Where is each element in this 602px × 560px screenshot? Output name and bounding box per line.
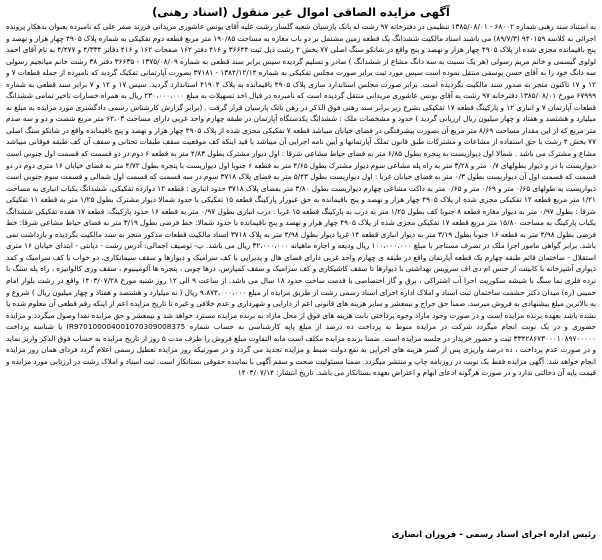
notice-title: آگهی مزایده الصاقی اموال غیر منقول (اسناد رهنی)	[152, 5, 450, 19]
notice-body: به استناد سند رهنی شماره ۶۸۰۰۲ - ۱۳۸۵/۰۸/۰۱ تنظیمی در دفترخانه ۹۷ رشت له بانک پارسیان شعبه گلسار رشت علیه آقای یونس عاشوری مریدانی فرزند صفر علی که نامبرده بعنوان بدهکار پرونده اجرائی به کلاسه ۹۴۰۱۵۹ (۸۹/۷/۳) می باشند اسناد مالکیت ششدانگ یک قطعه زمین مشتمل بر دو باب مغازه به مساحت ۱۹۰/۸۵ متر مربع قطعه دوم تفکیکی به شماره پلاک ۴۹۰۵ چهار هزار و نهصد و پنج باقیمانده مجزی شده از پلاک ۴۹۰۵ چهار هزار و نهصد و پنج واقع در شانکو سنگ اصلی ۷۷ بخش ۴ رشت ذیل ثبت ۳۶۶۴۴ و ۴۱۶ دفتر ۱۶۲ صفحات ۱۶۲ و ۴۱۶ دفاتر ۴/۳۳۴ و ۴/۴۷۷ به نام آقای احمد لولوی گیسمی و خانم مریم رسولی (هر یک نسبت به سه دانگ مشاع از ششدانگ ) صادر و تسلیم گردیده سپس برابر سند قطعی به شماره ۱۳۷۵/۰۸/۰۹ - ۳۶۶۳۵ دفتر ۳۸ رشت خانم میانجیم رسولی سه دانگ خود را به آقای حسن یوسفی منتقل نموده است سپس مورد ثبت برابر صورت مجلس تفکیکی به شماره ۱۳۸۴/۱۲/۱۴ - ۳۷۱۸۱ بصورت آپارتمانی تفکیک گردید که نامبرده از جمله قطعات ۷ و ۱۲ و ۱۷ تاکنون منجر به صدور سند مالکیت نگردیده است. برابر صورت مجلس استاندارد سازی پلاک ۴۹۰۵ باقیمانده به پلاک ۴۱۹۰۴ استاندارد گردید. سپس ۱۷ و ۱۲ و ۷ برابر سند قطعی به شماره ۶۷۹۹۹ مورخ ۱۳۸۵/۰۸/۰۱ دفترخانه ۹۷ رشت به آقای یونس عاشوری مریدانی منتقل گردیده است که نامبرده در قبال اخذ تسهیلات به مبلغ ۲۳۰،۰۰۰،۰۰۰ ریال به همراه خسارات تاخیر تمامی ششدانگ قطعات آپارتمان ۷ و انباری ۱۲ و پارکینگ قطعه ۱۷ تفکیکی بشرح زیر برابر سند رهنی فوق الذکر در رهن بانک پارسیان قرار گرفت . (برابر گزارش کارشناس رسمی دادگستری مورد مزایده به مبلغ نه میلیارد و هشتصد و هفتاد و چهار میلیون ریال ارزیابی گردید ) حدود و مشخصات ملک : ششدانگ یکدستگاه آپارتمان در طبقه چهارم واحد غربی دارای مساحت ۶۲،۰۳ متر مربع شصت و دو و سه صدم متر مربع که از این مقدار مساحت ۸/۶۹ متر مربع آن بصورت پیشرفتگی در فضای خیابان میباشد قطعه ۷ تفکیکی مجزی شده از پلاک ۴۹۰۵ چهار هزار و نهصد و پنج باقیمانده واقع در شانکو سنگ اصلی ۷۷ بخش ۴ رشت با حق استفاده از مشاعات و مشترکات طبق قانون تملک آپارتمانها و آیین نامه اجرایی آن میباشد با قید اینکه کف موقعیت سقف طبقات تحتانی و سقف آن کف طبقه فوقانی میباشد مشاع و مشترک می باشد . شمالا اول دیواریست به پنجره بطول ۶/۸۵ متر به فضای حیاط مشاعی شرقا : اول دیوار مشترک بطول ۴/۸۳ متر به قطعه ۶ دوم در دو قسمت که قسمت اول جنوبی است دیواریست با در و دیوار بطولهای ۰/۷ متر و ۳/۲۸ متر به راه پله مشاعی سوم دیوار مشترک بطول ۴/۶۵ متر به قطعه ۶ جنوبا اول دیواریست با پنجره بطول ۴/۷۲ متر به فضای خیابان ۱۶ متری دوم در دو قسمت که قسمت اول آن دیواریست بطول ۰/۳ متر به فضای خیابان غربا : اول دیواریست بطول ۵/۴۳ متر به فضای پلاک ۳۷۱۸ سوم در سه قسمت که قسمت اول شمالی و قسمت سوم جنوبی است دیواریست به طولهای ۰/۶۵ متر و ۰/۶۹ متر و ۰/۶۵ متر به داکت مشاعی چهارم دیواریست بطول ۳/۸۰ متر بفضای پلاک ۳۷۱۸ حدود انباری : قطعه ۱۲ دوازده تفکیکی، ششدانگ یکباب انباری به مساحت ۱/۲۱ متر مربع قطعه ۱۲ تفکیکی مجزی شده از پلاک ۴۹۰۵ چهار هزار و نهصد و پنج باقیمانده به حق عبورار پارکینگ قطعه ۱۵ تفکیکی با حدود شمالا دیوار مشترک بطول ۱/۲۵ متر به قطعه ۱۱ تفکیکی شرقا : بطول ۰/۹۷ متر به دیوار مغازه قطعه ۸ جنوبا کف بطول ۱/۲۵ متر به درب به پارکینگ قطعه ۱۵ غربا : درب انباری بطول ۰/۹۷ متر به قطعه ۱۶ حدود پارکینگ: قطعه ۱۷ هفده تفکیکی ششدانگ یکباب پارکینگ به مساحت ۱۵/۸۰ متر مربع قطعه ۱۷ تفکیکی مجزی شده از پلاک ۴۹۰۵ چهار هزار و نهصد و پنج باقیمانده با حدود شمالا: خط فرضی بطول ۳/۱۹ متر به فضای حیاط مشاعی شرقا: خط فرضی بطول ۴/۹۸ متر به قطعه ۱۶ جنوبا بطول ۳/۱۹ متر به دیوار انباری قطعه ۱۴ غربا دیوار بطول ۴/۹۸ متر به پلاک ۳۷۱۸ اسناد مالکیت قطعات مذکور منجر به سند مالکیت نگردیده و بازداشت نمی باشد. برابر گواهی مامور اجرا ملک در تصرف مستاجر با مبلغ ۱۰۰،۰۰۰،۰۰۰ ریال ودیعه و اجاره ماهیانه ۳۲،۰۰۰،۰۰۰ ریال می باشد. پ- توصیف اجمالی: آدرس رشت - دیانتی - ابتدای خیابان ۱۶ متری استقلال - ساختمان قائم طبقه چهارم یک قطعه آپارتمان واقع در طبقه ی چهارم واحد غربی دارای فضای هال و پذیرایی با کف سرامیک و دیوارها و سقف سیمانکاری، دو خواب با کف سرامیک و کمد دیواری آشپزخانه با کابینت از جنس ام دی اف سرویس بهداشتی با دیوارها تا سقف کاشیکاری و کف سرامیک و سقف کمپارس، درها چوبی ، پنجره ها آلومینیوم ، سقف وری کالوانیزه ، راه پله سنگ با نرده فلزی نما سنگ با شیشه سکوریت اجرا آب اشتراکی ، برق و گاز اختصاصی با قدمت ساخت حدود ۱۸ سال می باشد. از ساعت ۹ الی ۱۲ روز شنبه مورخ ۱۴۰۳/۰۷/۲۸ واقع در رشت بلوار امام خمینی (ره) میدان دکتر حشمت ساختمان ثبت اسناد و املاک اداره اجرای اسناد رسمی رشت از طریق مزایده از مبلغ ۹،۸۷۴،۰۰۰،۰۰۰ ریال ( نه میلیارد و هشتصد و هفتاد و چهار میلیون ریال ) شروع و به بالاترین مبلغ پیشنهادی به فروش میرسد. ضمنا حق حراج و نیمعشر و سایر هزینه های قانونی اعم از دارایی و شهرداری و عدم خلافی و غیره تا تاریخ مزایده اعم از اینکه رقم قطعی آن معلوم شده یا نشده باشد بعهده برنده مزایده است و در صورت وجود مازاد وجوه پرداختی بابت هزینه های فوق از محل مازاد به برنده مزایده مسترد خواهد شد و نیمعشر و حق مزایده نقدا وصول میگردد و مزایده حضوری و در یک نوبت انجام میگردد شرکت در مزایده منوط به پرداخت ده درصد از مبلغ پایه کارشناسی به حساب شماره IR970100004001070309008375 با شناسه پرداخت ۳۳۴۲۸۶۷۳۰۰۰۱۰۸۹۷۰۰۰۰۰ ثبت و حضور خریدار در جلسه مزایده است. ضمنا برنده مزایده مکلف است مابه التفاوت مبلغ فروش را ظرف مدت ۵ روز از تاریخ مزایده به حساب فوق الذکر واریز نماید و در صورت عدم پرداخت ، ده درصد واریزی پس از کسر هزینه های اجرایی به نفع دولت ضبط و مزایده تجدید می گردد و در صورتیکه روز مزایده تعطیل رسمی اعلام گردد فردای همان روز مزایده انجام خواهد شد. آگهی مزایده فقط یک نوبت در روزنامه چاپ و منتشر میگردد. ضمنا مسئولیت صحت و سقم آگهی با نماینده حقوقی بستانکار است. ثبت اسناد و املاک رشت در ارزیابی مورد مزایده و قیمت پایه آن دخالتی ندارد و در صورت هرگونه ادعای ابهام و اعتراض بعهده بستانکار می باشد. تاریخ انتشار: ۱۴۰۳/۰۷/۱۴	[6, 22, 596, 378]
notice-signature: رئیس اداره اجرای اسناد رسمی - فروزان انصاری	[391, 530, 596, 540]
auction-notice	[6, 4, 596, 552]
